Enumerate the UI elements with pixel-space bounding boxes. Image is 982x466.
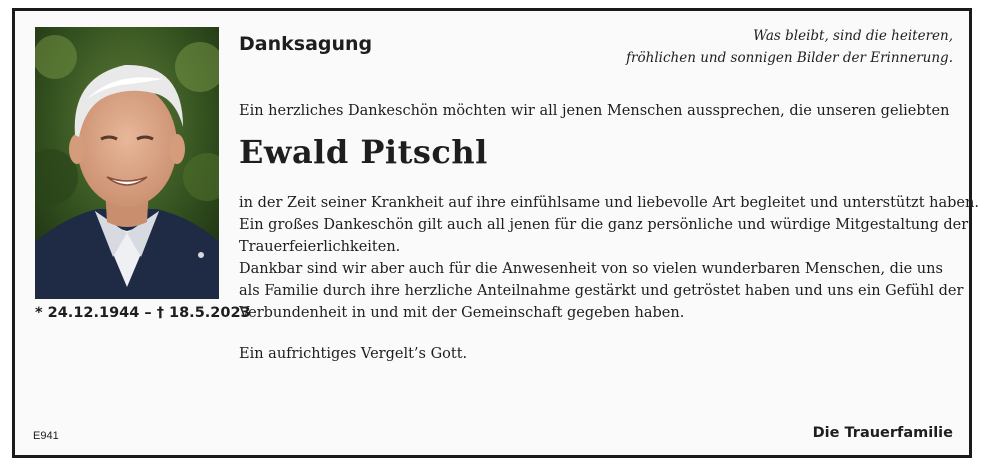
notice-heading: Danksagung xyxy=(239,33,373,55)
body-line: in der Zeit seiner Krankheit auf ihre einfühlsame und liebevolle Art begleitet und unterstützt haben. xyxy=(239,195,979,211)
portrait-photo xyxy=(35,27,219,299)
closing-text: Ein aufrichtiges Vergelt’s Gott. xyxy=(239,346,468,362)
quote-line: fröhlichen und sonnigen Bilder der Erinnerung. xyxy=(626,50,953,66)
notice-code: E941 xyxy=(33,430,59,442)
body-line: Ein großes Dankeschön gilt auch all jenen für die ganz persönliche und würdige Mitgestaltung der xyxy=(239,217,969,233)
body-line: Dankbar sind wir aber auch für die Anwesenheit von so vielen wunderbaren Menschen, die uns xyxy=(239,261,943,277)
quote-line: Was bleibt, sind die heiteren, xyxy=(753,28,953,44)
body-text xyxy=(239,192,979,324)
signature: Die Trauerfamilie xyxy=(812,425,953,441)
life-dates: * 24.12.1944 – † 18.5.2023 xyxy=(35,305,251,321)
intro-text: Ein herzliches Dankeschön möchten wir all jenen Menschen aussprechen, die unseren geliebten xyxy=(239,103,950,119)
body-line: Trauerfeierlichkeiten. xyxy=(239,239,401,255)
body-line: als Familie durch ihre herzliche Anteilnahme gestärkt und getröstet haben und uns ein Gefühl der xyxy=(239,283,964,299)
memorial-quote xyxy=(593,25,953,69)
deceased-name: Ewald Pitschl xyxy=(239,133,488,171)
portrait-image xyxy=(35,27,219,299)
obituary-card xyxy=(12,8,979,458)
body-line: Verbundenheit in und mit der Gemeinschaft gegeben haben. xyxy=(239,305,685,321)
